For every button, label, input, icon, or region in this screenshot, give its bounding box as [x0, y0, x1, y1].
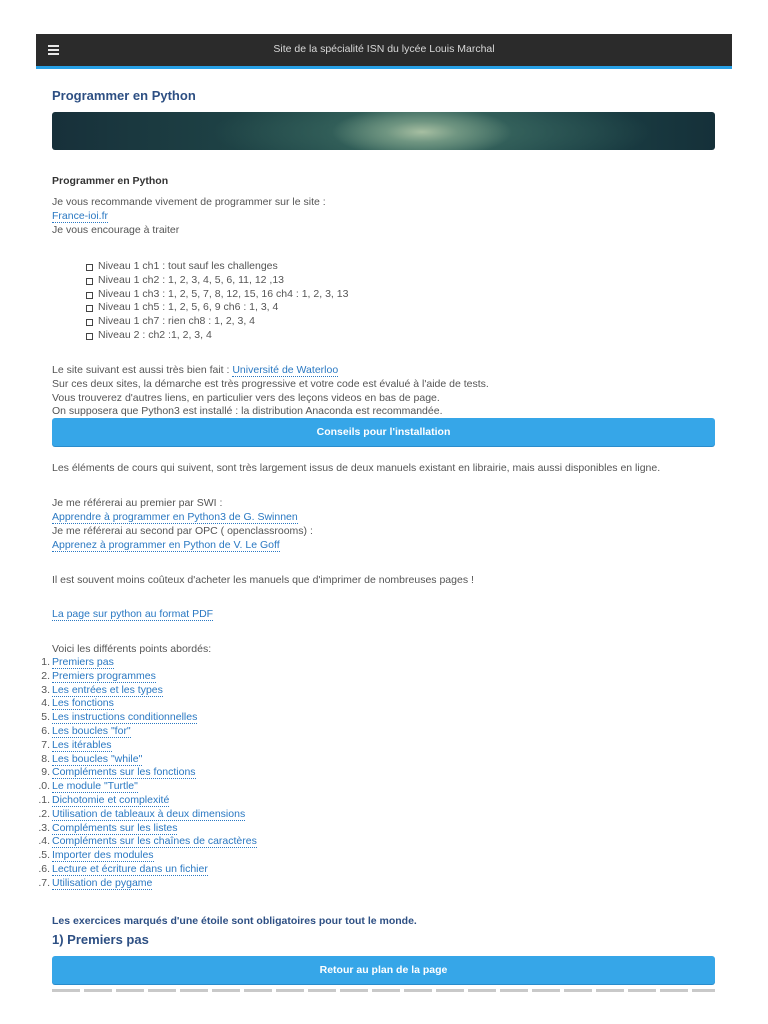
list-item: 1. Premiers pas [41, 656, 114, 668]
list-item: .3. Compléments sur les listes [38, 821, 178, 834]
point-link[interactable]: Importer des modules [52, 849, 154, 862]
install-advice-button[interactable]: Conseils pour l'installation [52, 418, 715, 446]
point-link[interactable]: Compléments sur les chaînes de caractères [52, 835, 257, 848]
list-item: 5. Les instructions conditionnelles [41, 711, 198, 724]
list-item: .0. Le module "Turtle" [38, 780, 138, 793]
list-item: 2. Premiers programmes [41, 669, 156, 682]
cost-note: Il est souvent moins coûteux d'acheter les manuels que d'imprimer de nombreuses pages ! [52, 574, 474, 586]
list-item: 7. Les itérables [41, 738, 112, 751]
back-to-plan-button[interactable]: Retour au plan de la page [52, 956, 715, 984]
truncated-paragraph [52, 986, 715, 992]
point-link[interactable]: Les entrées et les types [52, 683, 163, 696]
point-link[interactable]: Utilisation de tableaux à deux dimensions [52, 807, 246, 820]
point-link[interactable]: Premiers programmes [52, 669, 156, 682]
waterloo-line-2: Sur ces deux sites, la démarche est très progressive et votre code est évalué à l'aide de tests. [52, 378, 489, 390]
point-link[interactable]: Lecture et écriture dans un fichier [52, 862, 208, 875]
list-item: 6. Les boucles "for" [41, 724, 131, 737]
intro-line-2: Je vous encourage à traiter [52, 224, 180, 236]
point-link[interactable]: Compléments sur les fonctions [52, 766, 196, 779]
link-france-ioi[interactable]: France-ioi.fr [52, 210, 109, 222]
point-link[interactable]: Premiers pas [52, 656, 114, 668]
list-item: Niveau 1 ch3 : 1, 2, 5, 7, 8, 12, 15, 16 ch4 : 1, 2, 3, 13 [86, 288, 348, 302]
list-item: Niveau 2 : ch2 :1, 2, 3, 4 [86, 329, 348, 343]
list-item: Niveau 1 ch5 : 1, 2, 5, 6, 9 ch6 : 1, 3, 4 [86, 301, 348, 315]
link-waterloo[interactable]: Université de Waterloo [232, 364, 339, 376]
list-item: Niveau 1 ch2 : 1, 2, 3, 4, 5, 6, 11, 12 ,13 [86, 274, 348, 288]
levels-list [86, 260, 348, 343]
point-link[interactable]: Dichotomie et complexité [52, 793, 170, 806]
list-item: .5. Importer des modules [38, 849, 154, 862]
header-banner-image [52, 112, 715, 150]
waterloo-line-4: On supposera que Python3 est installé : la distribution Anaconda est recommandée. [52, 405, 443, 417]
point-link[interactable]: Compléments sur les listes [52, 821, 178, 834]
exercise-note: Les exercices marqués d'une étoile sont obligatoires pour tout le monde. [52, 915, 417, 927]
point-link[interactable]: Les instructions conditionnelles [52, 711, 198, 724]
list-item: 3. Les entrées et les types [41, 683, 163, 696]
list-item: .7. Utilisation de pygame [38, 876, 153, 889]
page-title: Programmer en Python [52, 88, 196, 103]
points-list [38, 656, 257, 891]
swi-intro: Je me référerai au premier par SWI : [52, 497, 223, 509]
top-navbar [36, 34, 732, 69]
list-item: .2. Utilisation de tableaux à deux dimensions [38, 807, 246, 820]
list-item: Niveau 1 ch1 : tout sauf les challenges [86, 260, 348, 274]
link-pdf[interactable]: La page sur python au format PDF [52, 608, 214, 620]
point-link[interactable]: Utilisation de pygame [52, 876, 153, 889]
courses-line-1: Les éléments de cours qui suivent, sont très largement issus de deux manuels existant en librairie, mais aussi disponibles en ligne. [52, 462, 661, 474]
intro-heading: Programmer en Python [52, 175, 169, 187]
points-intro: Voici les différents points abordés: [52, 643, 212, 655]
link-swinnen[interactable]: Apprendre à programmer en Python3 de G. Swinnen [52, 511, 298, 523]
point-link[interactable]: Les boucles "while" [52, 752, 143, 765]
point-link[interactable]: Le module "Turtle" [52, 780, 138, 793]
list-item: 9. Compléments sur les fonctions [41, 766, 196, 779]
waterloo-line [52, 363, 338, 377]
page-frame [36, 34, 732, 1024]
link-le-goff[interactable]: Apprenez à programmer en Python de V. Le Goff [52, 539, 280, 551]
site-title: Site de la spécialité ISN du lycée Louis Marchal [273, 43, 495, 55]
list-item: 8. Les boucles "while" [41, 752, 143, 765]
point-link[interactable]: Les boucles "for" [52, 724, 131, 737]
list-item: .6. Lecture et écriture dans un fichier [38, 862, 208, 875]
section-title-premiers-pas: 1) Premiers pas [52, 932, 149, 947]
point-link[interactable]: Les itérables [52, 738, 112, 751]
list-item: .1. Dichotomie et complexité [38, 793, 170, 806]
point-link[interactable]: Les fonctions [52, 697, 114, 710]
list-item: 4. Les fonctions [41, 697, 114, 710]
waterloo-prefix: Le site suivant est aussi très bien fait : [52, 364, 233, 376]
list-item: Niveau 1 ch7 : rien ch8 : 1, 2, 3, 4 [86, 315, 348, 329]
waterloo-line-3: Vous trouverez d'autres liens, en particulier vers des leçons videos en bas de page. [52, 392, 440, 404]
list-item: .4. Compléments sur les chaînes de caractères [38, 835, 257, 848]
opc-intro: Je me référerai au second par OPC ( openclassrooms) : [52, 525, 313, 537]
intro-line-1: Je vous recommande vivement de programmer sur le site : [52, 196, 326, 208]
